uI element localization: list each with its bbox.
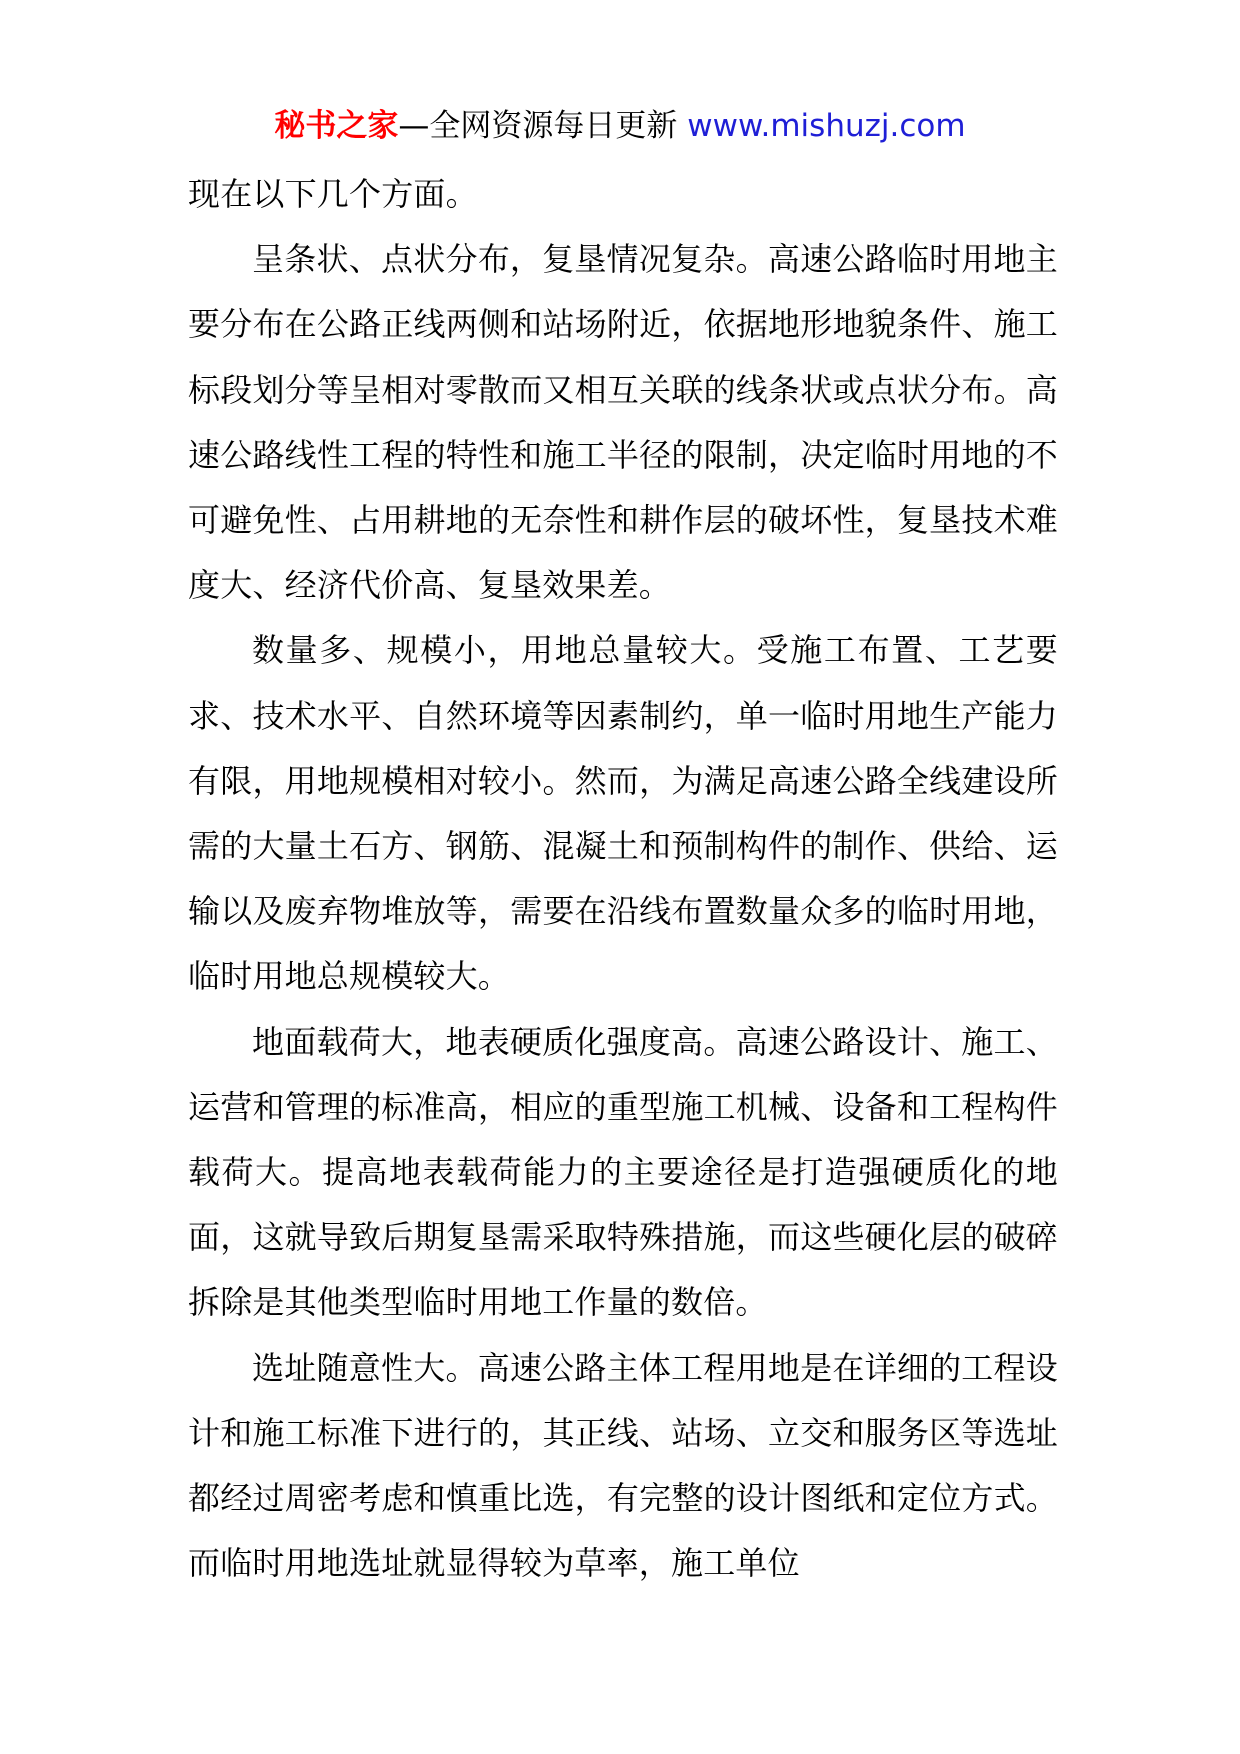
- header-slogan: —全网资源每日更新: [398, 108, 678, 144]
- document-body: [188, 162, 1058, 1596]
- paragraph: 现在以下几个方面。: [188, 175, 478, 213]
- paragraph: 呈条状、点状分布，复垦情况复杂。高速公路临时用地主要分布在公路正线两侧和站场附近，依据地形地貌条件、施工标段划分等呈相对零散而又相互关联的线条状或点状分布。高速公路线性工程的特性和施工半径的限制，决定临时用地的不可避免性、占用耕地的无奈性和耕作层的破坏性，复垦技术难度大、经济代价高、复垦效果差。: [188, 240, 1058, 605]
- paragraph: 地面载荷大，地表硬质化强度高。高速公路设计、施工、运营和管理的标准高，相应的重型施工机械、设备和工程构件载荷大。提高地表载荷能力的主要途径是打造强硬质化的地面，这就导致后期复垦需采取特殊措施，而这些硬化层的破碎拆除是其他类型临时用地工作量的数倍。: [188, 1022, 1058, 1322]
- header-url-link[interactable]: www.mishuzj.com: [687, 108, 966, 144]
- page-header: [0, 104, 1240, 148]
- paragraph: 选址随意性大。高速公路主体工程用地是在详细的工程设计和施工标准下进行的，其正线、站场、立交和服务区等选址都经过周密考虑和慎重比选，有完整的设计图纸和定位方式。而临时用地选址就显得较为草率，施工单位: [188, 1348, 1058, 1583]
- header-brand: 秘书之家: [274, 108, 399, 144]
- paragraph: 数量多、规模小，用地总量较大。受施工布置、工艺要求、技术水平、自然环境等因素制约，单一临时用地生产能力有限，用地规模相对较小。然而，为满足高速公路全线建设所需的大量土石方、钢筋、混凝土和预制构件的制作、供给、运输以及废弃物堆放等，需要在沿线布置数量众多的临时用地，临时用地总规模较大。: [188, 631, 1058, 996]
